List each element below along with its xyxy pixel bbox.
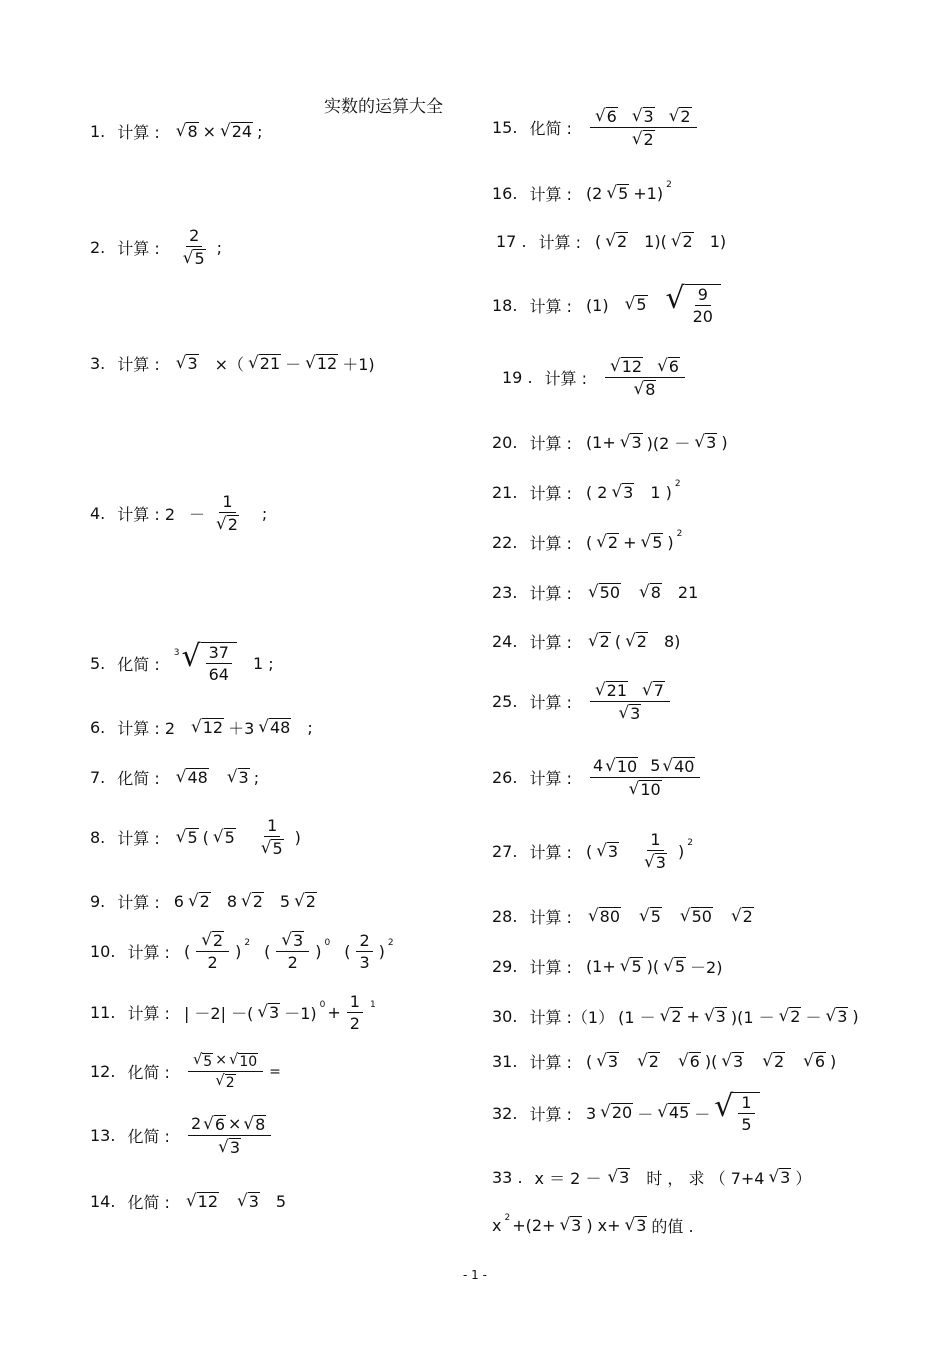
problem-15: 15. 化简 : √ 6 √ 3 √ 2 √ 2	[492, 106, 701, 150]
problem-3: 3. 计算 : √ 3 ×（ √ 21 － √ 12 ＋1)	[90, 351, 375, 374]
problem-5: 5. 化简 : 3 √ $\frac{37}{64}$ 1 ;	[90, 639, 274, 685]
problem-16: 16. 计算 : (2 √ 5 +1) $^2$	[492, 180, 672, 204]
problem-26: 26. 计算 : 4 √ 10 5 √ 40 √ 10	[492, 756, 704, 800]
problem-32: 32. 计算 : 3 √ 20 － √ 45 － √ $\frac{1}{5}$	[492, 1092, 762, 1134]
problem-4: 4. 计算 : 2 － 1 √ 2 ;	[90, 492, 268, 535]
problem-14: 14. 化简 : √ 12 √ 3 5	[90, 1189, 287, 1212]
problem-29: 29. 计算 : (1+ √ 5 )( √ 5 －2)	[492, 954, 723, 977]
problem-2: 2. 计算 : 2 √ 5 ;	[90, 226, 223, 269]
problem-6: 6. 计算 : 2 √ 12 ＋3 √ 48 ;	[90, 715, 313, 738]
page-number: - 1 -	[463, 1268, 487, 1282]
problem-20: 20. 计算 : (1+ √ 3 )(2 － √ 3 )	[492, 430, 728, 453]
problem-12: 12. 化简 : √ 5 × √ 10 √ 2 =	[90, 1051, 281, 1092]
problem-30: 30. 计算 :（1） (1 － √ 2 + √ 3 )(1 － √ 2 － √ 3 )	[492, 1004, 859, 1027]
problem-22: 22. 计算 : ( √ 2 + √ 5 ) $^2$	[492, 529, 683, 553]
page-title: 实数的运算大全	[324, 97, 443, 117]
problem-24: 24. 计算 : √ 2 ( √ 2 8)	[492, 629, 681, 652]
problem-11: 11. 计算 : | －2| －( √ 3 －1) $^0$ + 1 2 $^1$	[90, 992, 376, 1034]
problem-7: 7. 化简 : √ 48 √ 3 ;	[90, 765, 260, 788]
problem-9: 9. 计算 : 6 √ 2 8 √ 2 5 √ 2	[90, 889, 316, 912]
problem-21: 21. 计算 : ( 2 √ 3 1 ) $^2$	[492, 479, 681, 503]
problem-25: 25. 计算 : √ 21 √ 7 √ 3	[492, 680, 674, 724]
problem-1: 1. 计算 : √ 8 × √ 24 ;	[90, 119, 263, 142]
problem-18: 18. 计算 : (1) √ 5 √ $\frac{9}{20}$	[492, 284, 723, 326]
problem-31: 31. 计算 : ( √ 3 √ 2 √ 6 )( √ 3 √ 2 √ 6 )	[492, 1049, 837, 1072]
problem-19: 19 . 计算 : √ 12 √ 6 √ 8	[502, 356, 689, 400]
problem-28: 28. 计算 : √ 80 √ 5 √ 50 √ 2	[492, 904, 753, 927]
problem-10: 10. 计算 : ( √ 2 2 ) $^2$ ( √ 3 2 ) $^0$ ( 2 3 ) $^2$	[90, 929, 394, 973]
problem-17: 17 . 计算 : ( √ 2 1)( √ 2 1)	[496, 229, 727, 252]
problem-33-line2: x $^2$ +(2+ √ 3 ) x+ √ 3 的值 .	[492, 1212, 694, 1236]
problem-27: 27. 计算 : ( √ 3 1 √ 3 ) $^2$	[492, 830, 693, 873]
problem-8: 8. 计算 : √ 5 ( √ 5 1 √ 5 )	[90, 816, 301, 859]
problem-33: 33 . x ＝ 2 － √ 3 时 ， 求 （ 7+4 √ 3 ）	[492, 1165, 812, 1188]
problem-13: 13. 化简 : 2 √ 6 × √ 8 √ 3	[90, 1114, 275, 1158]
problem-23: 23. 计算 : √ 50 √ 8 21	[492, 580, 699, 603]
